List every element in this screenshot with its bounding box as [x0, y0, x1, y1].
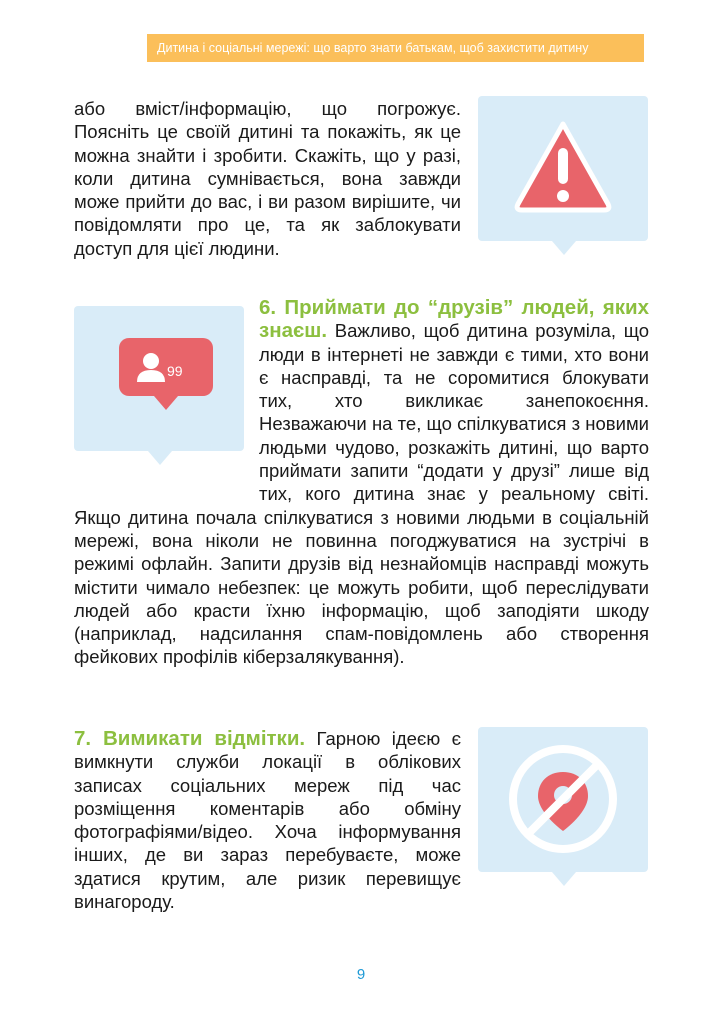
section-6-heading: 6. Приймати до “друзів” людей, яких знаєш. — [259, 296, 649, 343]
section-7-heading: 7. Вимикати відмітки. — [74, 727, 306, 750]
page-number: 9 — [356, 966, 366, 983]
running-header-title: Дитина і соціальні мережі: що варто знати батькам, щоб захистити дитину — [157, 41, 589, 55]
location-card — [478, 727, 648, 872]
float-spacer — [74, 300, 259, 485]
no-location-icon — [478, 727, 648, 872]
section-7-text: Гарною ідеєю є вимкнути служби локації в облікових записах соціальних мереж під час розміщення коментарів або обміну фотографіями/відео. Хоча інформування інших, де ви зараз перебуваєте, може здатися крутим, але ризик перевищує винагороду. — [74, 728, 462, 913]
intro-paragraph: або вміст/інформацію, що погрожує. Поясніть це своїй дитині та покажіть, як це можна знайти і зробити. Скажіть, що у разі, коли дитина сумнівається, вона завжди може прийти до вас, і ви разом вирішите, чи повідомляти про це, та як заблокувати доступ для цієї людини. — [74, 98, 461, 259]
section-6-paragraph — [74, 296, 649, 669]
warning-icon — [478, 96, 648, 241]
section-7-paragraph — [74, 727, 461, 913]
friend-badge-count: 99 — [167, 363, 183, 379]
warning-card — [478, 96, 648, 241]
section-6-text: Важливо, щоб дитина розуміла, що люди в інтернеті не завжди є тими, хто вони є насправді, та не соромитися блокувати тих, хто викликає занепокоєння. Незважаючи на те, що спілкуватися з новими людьми чудово, розкажіть дитині, що варто приймати запити “додати у друзі” лише від тих, кого дитина знає у реальному світі. Якщо дитина почала спілкуватися з новими людьми в соціальній мережі, вона ніколи не повинна погоджуватися на зустрічі в режимі офлайн. Запити друзів від незнайомців насправді можуть містити чимало небезпек: це можуть робити, щоб переслідувати людей або красти їхню інформацію, щоб заподіяти шкоду (наприклад, надсилання спам-повідомлень або створення фейкових профілів кіберзалякування). — [74, 320, 649, 668]
running-header — [147, 34, 644, 62]
